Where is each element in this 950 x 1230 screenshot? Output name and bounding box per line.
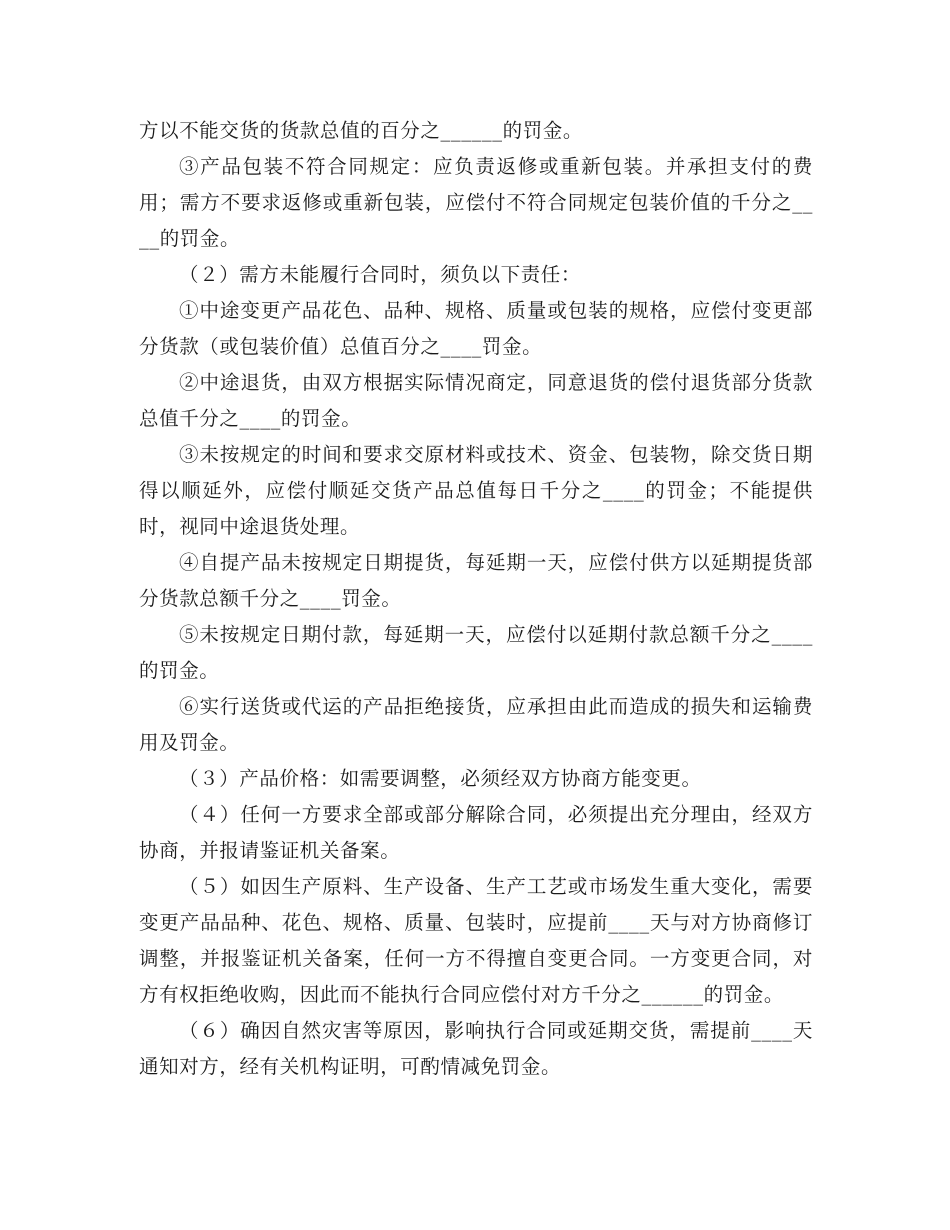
- paragraph-penalty-nondelivery: 方以不能交货的货款总值的百分之______的罚金。: [139, 119, 584, 142]
- paragraph-major-change: （５）如因生产原料、生产设备、生产工艺或市场发生重大变化，需要变更产品品种、花色、规格、质量、包装时，应提前____天与对方协商修订调整，并报鉴证机关备案，任何一方不得擅自变更合同。一方变更合同，对方有权拒绝收购，因此而不能执行合同应偿付对方千分之______的罚金。: [139, 875, 813, 1006]
- paragraph-contract-termination: （４）任何一方要求全部或部分解除合同，必须提出充分理由，经双方协商，并报请鉴证机关备案。: [139, 803, 813, 862]
- paragraph-pickup-delay: ④自提产品未按规定日期提货，每延期一天，应偿付供方以延期提货部分货款总额千分之____罚金。: [139, 551, 813, 610]
- paragraph-buyer-liability-heading: （２）需方未能履行合同时，须负以下责任：: [179, 263, 582, 286]
- paragraph-force-majeure: （６）确因自然灾害等原因，影响执行合同或延期交货，需提前____天通知对方，经有关机构证明，可酌情减免罚金。: [139, 1019, 813, 1078]
- paragraph-refuse-delivery: ⑥实行送货或代运的产品拒绝接货，应承担由此而造成的损失和运输费用及罚金。: [139, 695, 813, 754]
- paragraph-product-price: （３）产品价格：如需要调整，必须经双方协商方能变更。: [179, 767, 702, 790]
- paragraph-packaging-nonconformity: ③产品包装不符合同规定：应负责返修或重新包装。并承担支付的费用；需方不要求返修或重新包装，应偿付不符合同规定包装价值的千分之____的罚金。: [139, 155, 813, 250]
- document-body: [139, 113, 813, 1085]
- paragraph-midway-return: ②中途退货，由双方根据实际情况商定，同意退货的偿付退货部分货款总值千分之____的罚金。: [139, 371, 813, 430]
- paragraph-materials-delay: ③未按规定的时间和要求交原材料或技术、资金、包装物，除交货日期得以顺延外，应偿付顺延交货产品总值每日千分之____的罚金；不能提供时，视同中途退货处理。: [139, 443, 813, 538]
- paragraph-payment-delay: ⑤未按规定日期付款，每延期一天，应偿付以延期付款总额千分之____的罚金。: [139, 623, 813, 682]
- paragraph-midway-change: ①中途变更产品花色、品种、规格、质量或包装的规格，应偿付变更部分货款（或包装价值）总值百分之____罚金。: [139, 299, 813, 358]
